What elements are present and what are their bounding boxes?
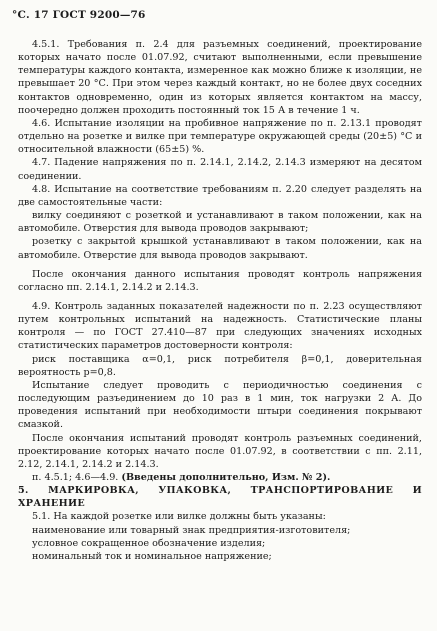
paragraph-4-8-part-2: розетку с закрытой крышкой устанавливают в таком положении, как на автомобиле. Отверстие для вывода проводов закрывают. <box>18 236 422 261</box>
section-item-rated-values: номинальный ток и номинальное напряжение; <box>32 550 272 562</box>
section-item-designation: условное сокращенное обозначение изделия; <box>32 537 266 549</box>
paragraph-4-8-control: После окончания данного испытания проводят контроль напряжения согласно пп. 2.14.1, 2.14.2 и 2.14.3. <box>18 268 422 293</box>
paragraph-4-8: 4.8. Испытание на соответствие требованиям п. 2.20 следует разделять на две самостоятельные части: <box>18 183 422 208</box>
amendment-note <box>18 471 422 484</box>
paragraph-4-9-test: Испытание следует проводить с периодичностью соединения с последующим разъединением до 10 раз в 1 мин, ток нагрузки 2 А. До проведения испытаний при необходимости штыри соединения покрывают смазкой. <box>18 379 422 431</box>
page-header: °С. 17 ГОСТ 9200—76 <box>12 9 146 21</box>
paragraph-4-6: 4.6. Испытание изоляции на пробивное напряжение по п. 2.13.1 проводят отдельно на розетке и вилке при температуре окружающей среды (20±5) °С и относительной влажности (65±5) %. <box>18 117 422 156</box>
document-body <box>18 38 422 563</box>
paragraph-4-9-risks: риск поставщика α=0,1, риск потребителя β=0,1, доверительная вероятность р=0,8. <box>18 353 422 378</box>
section-heading: 5. МАРКИРОВКА, УПАКОВКА, ТРАНСПОРТИРОВАНИЕ И ХРАНЕНИЕ <box>18 485 422 510</box>
paragraph-4-8-part-1: вилку соединяют с розеткой и устанавливают в таком положении, как на автомобиле. Отверстия для вывода проводов закрывают; <box>18 210 422 235</box>
paragraph-4-9-control: После окончания испытаний проводят контроль разъемных соединений, проектирование которых начато после 01.07.92, в соответствии с пп. 2.11, 2.12, 2.14.1, 2.14.2 и 2.14.3. <box>18 432 422 470</box>
paragraph-4-7: 4.7. Падение напряжения по п. 2.14.1, 2.14.2, 2.14.3 измеряют на десятом соединении. <box>18 157 422 182</box>
amendment-prefix: п. 4.5.1; 4.6—4.9. <box>32 472 122 483</box>
section-item-manufacturer: наименование или товарный знак предприятия-изготовителя; <box>32 524 351 536</box>
amendment-bold: (Введены дополнительно, Изм. № 2). <box>121 472 331 483</box>
section-item-5-1: 5.1. На каждой розетке или вилке должны быть указаны: <box>32 511 326 523</box>
paragraph-4-5-1: 4.5.1. Требования п. 2.4 для разъемных соединений, проектирование которых начато после 01.07.92, считают выполненными, если превышение температуры каждого контакта, измеренное как можно ближе к изоляции, не превышает 20 °С. При этом через каждый контакт, но не более двух соседних контактов одновременно, один из которых является контактом на массу, поочередно должен проходить постоянный ток 15 А в течение 1 ч. <box>18 39 422 116</box>
paragraph-4-9: 4.9. Контроль заданных показателей надежности по п. 2.23 осуществляют путем контрольных испытаний на надежность. Статистические планы контроля — по ГОСТ 27.410—87 при следующих значениях исходных статистических параметров достоверности контроля: <box>18 300 422 352</box>
